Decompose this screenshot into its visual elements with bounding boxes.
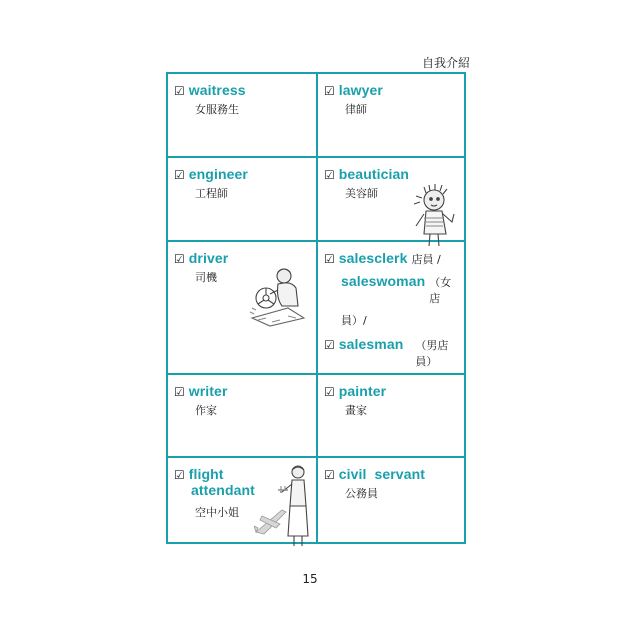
checkbox-icon: ☑ — [174, 84, 185, 98]
english-word: waitress — [188, 82, 246, 98]
chinese-translation-saleswoman: （女店 — [429, 275, 452, 305]
english-word: painter — [338, 382, 387, 399]
checkbox-icon: ☑ — [174, 468, 185, 483]
cell-waitress — [168, 74, 318, 158]
english-word: writer — [188, 382, 228, 399]
english-word: engineer — [188, 165, 248, 182]
english-word-salesman: salesman — [338, 335, 404, 352]
english-word-salesclerk: salesclerk — [338, 249, 408, 266]
english-word: civil servant — [338, 466, 425, 483]
occupation-grid — [166, 72, 466, 544]
english-word: flight — [188, 466, 224, 483]
checkbox-icon: ☑ — [324, 468, 335, 483]
chinese-translation: 空中小姐 — [195, 506, 239, 520]
checkbox-icon: ☑ — [174, 251, 185, 266]
flight-attendant-illustration — [278, 462, 312, 548]
chinese-translation: 司機 — [195, 270, 217, 284]
chinese-translation: 工程師 — [195, 186, 228, 200]
chinese-translation-saleswoman-cont: 員）/ — [341, 313, 367, 327]
english-word: lawyer — [338, 82, 383, 98]
chinese-translation-salesman: （男店員） — [415, 338, 449, 368]
chinese-translation: 美容師 — [345, 186, 378, 200]
checkbox-icon: ☑ — [324, 251, 335, 266]
checkbox-icon: ☑ — [324, 384, 335, 399]
chinese-translation-salesclerk: 店員 / — [411, 252, 441, 266]
beautician-illustration — [410, 184, 460, 248]
chinese-translation: 畫家 — [345, 403, 367, 417]
chinese-translation: 女服務生 — [195, 103, 239, 116]
page-header: 自我介紹 — [421, 56, 470, 70]
cell-sales — [318, 242, 464, 375]
cell-writer — [168, 375, 318, 459]
page-number: 15 — [302, 572, 318, 586]
cell-civil-servant — [318, 458, 464, 542]
chinese-translation: 公務員 — [345, 487, 378, 501]
checkbox-icon: ☑ — [324, 167, 335, 182]
chinese-translation: 律師 — [345, 103, 367, 116]
chinese-translation: 作家 — [195, 403, 217, 417]
checkbox-icon: ☑ — [174, 384, 185, 399]
cell-beautician — [318, 158, 464, 242]
cell-painter — [318, 375, 464, 459]
english-word: beautician — [338, 165, 410, 182]
english-word-saleswoman: saleswoman — [341, 272, 426, 289]
checkbox-icon: ☑ — [324, 337, 335, 352]
cell-driver — [168, 242, 318, 375]
cell-flight-attendant — [168, 458, 318, 542]
cell-lawyer — [318, 74, 464, 158]
cell-engineer — [168, 158, 318, 242]
checkbox-icon: ☑ — [324, 84, 335, 98]
english-word: driver — [188, 249, 229, 266]
checkbox-icon: ☑ — [174, 167, 185, 182]
driver-illustration — [248, 264, 310, 328]
english-word-cont: attendant — [191, 482, 255, 499]
